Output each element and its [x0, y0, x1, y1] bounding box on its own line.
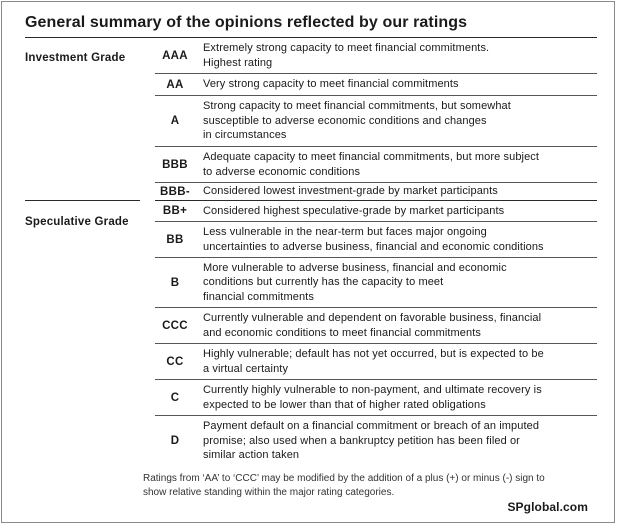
rating-row-aa [155, 74, 597, 96]
rating-description: More vulnerable to adverse business, financial and economic conditions but currently has the capacity to meet financial commitments [203, 261, 507, 303]
rating-row-c [155, 380, 597, 416]
rating-code: CCC [162, 319, 188, 332]
footnote: Ratings from ‘AA’ to ‘CCC’ may be modified by the addition of a plus (+) or minus (-) sign to show relative standing within the major rating categories. [143, 473, 545, 498]
group-label-speculative: Speculative Grade [25, 216, 129, 228]
rating-row-a [155, 96, 597, 147]
rating-description: Currently highly vulnerable to non-payment, and ultimate recovery is expected to be lower than that of higher rated obligations [203, 384, 542, 411]
rating-row-cc [155, 344, 597, 380]
rating-code: BB+ [162, 205, 188, 217]
rating-code: AA [166, 78, 184, 91]
brand-link[interactable]: SPglobal.com [507, 500, 588, 514]
rating-description: Currently vulnerable and dependent on favorable business, financial and economic conditions to meet financial commitments [203, 312, 542, 339]
rating-row-bb [155, 222, 597, 258]
rating-row-bbb [155, 147, 597, 183]
rating-code: BBB- [160, 185, 190, 198]
rating-code: B [170, 276, 180, 289]
rating-row-d [155, 416, 597, 466]
rating-code: D [170, 435, 180, 447]
rating-row-bbb-minus [155, 183, 597, 201]
rating-description: Highly vulnerable; default has not yet occurred, but is expected to be a virtual certainty [203, 348, 544, 375]
rating-description: Adequate capacity to meet financial commitments, but more subject to adverse economic conditions [203, 151, 540, 178]
rating-description: Considered lowest investment-grade by market participants [203, 185, 498, 198]
rating-description: Considered highest speculative-grade by market participants [203, 204, 505, 217]
rating-row-b [155, 258, 597, 308]
rating-description: Strong capacity to meet financial commitments, but somewhat susceptible to adverse economic conditions and changes in circumstances [203, 100, 511, 142]
rating-row-ccc [155, 308, 597, 344]
rating-description: Less vulnerable in the near-term but faces major ongoing uncertainties to adverse business, financial and economic conditions [203, 226, 544, 253]
rating-description: Payment default on a financial commitment or breach of an imputed promise; also used when a bankruptcy petition has been filed or similar action taken [203, 420, 540, 462]
rating-code: AAA [162, 49, 188, 62]
rating-description: Extremely strong capacity to meet financial commitments. Highest rating [203, 42, 490, 69]
rating-code: BBB [162, 158, 188, 171]
rating-code: CC [166, 355, 184, 368]
rating-code: A [170, 115, 180, 127]
rating-row-aaa [155, 38, 597, 74]
rating-code: BB [166, 233, 184, 246]
page-title: General summary of the opinions reflected by our ratings [25, 14, 468, 31]
rating-row-bb-plus [155, 201, 597, 222]
rating-description: Very strong capacity to meet financial commitments [203, 78, 459, 91]
group-label-investment: Investment Grade [25, 52, 126, 64]
rating-code: C [170, 391, 180, 404]
group-divider [25, 200, 140, 201]
